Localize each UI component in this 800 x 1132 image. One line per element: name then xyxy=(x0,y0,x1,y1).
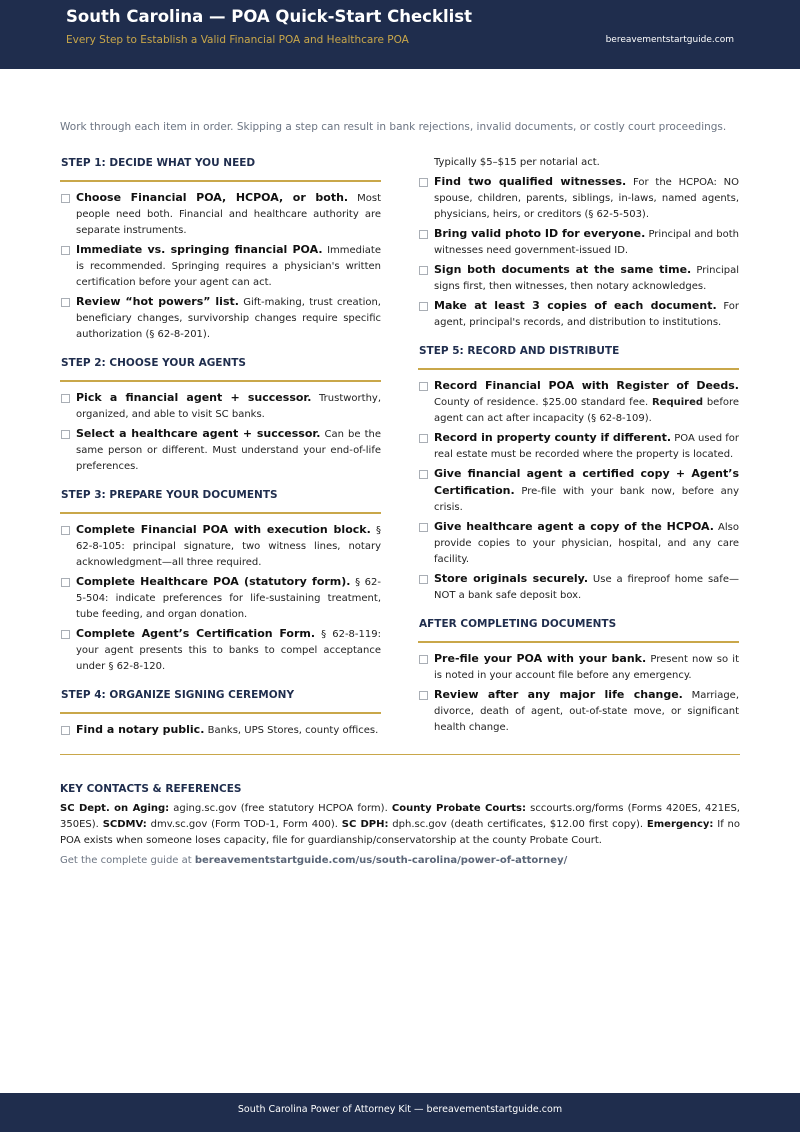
step-heading: STEP 4: ORGANIZE SIGNING CEREMONY xyxy=(61,689,295,701)
checklist-item xyxy=(418,519,739,568)
item-title: Choose Financial POA, HCPOA, or both. xyxy=(76,191,349,204)
guide-prefix: Get the complete guide at xyxy=(60,855,192,866)
checklist-item xyxy=(60,294,381,343)
item-title: Review “hot powers” list. xyxy=(76,295,239,308)
contact-label: SCDMV: xyxy=(102,819,147,830)
required-label: Required xyxy=(651,397,704,408)
item-title: Make at least 3 copies of each document. xyxy=(434,299,717,312)
checkbox[interactable] xyxy=(61,726,70,735)
item-text: Gift-making, trust creation, beneficiary changes, survivorship changes require specific authorization (§ 62-8-201). xyxy=(76,297,381,340)
contact-label: SC DPH: xyxy=(341,819,389,830)
item-title: Record in property county if different. xyxy=(434,431,672,444)
checkbox[interactable] xyxy=(419,434,428,443)
checkbox[interactable] xyxy=(61,194,70,203)
checklist-item xyxy=(418,571,739,604)
item-title: Complete Financial POA with execution block. xyxy=(76,523,371,536)
item-title: Pre-file your POA with your bank. xyxy=(434,652,647,665)
intro-text: Work through each item in order. Skipping a step can result in bank rejections, invalid documents, or costly court proceedings. xyxy=(60,121,727,133)
checkbox[interactable] xyxy=(61,394,70,403)
item-text: § 62-8-105: principal signature, two witness lines, notary acknowledgment—all three required. xyxy=(76,525,381,568)
item-title: Pick a financial agent + successor. xyxy=(76,391,312,404)
item-title: Bring valid photo ID for everyone. xyxy=(434,227,646,240)
checklist-item xyxy=(418,174,739,223)
checklist-item xyxy=(418,687,739,736)
checklist-item xyxy=(60,522,381,571)
contact-text: sccourts.org/forms (Forms 420ES, 421ES, 350ES). xyxy=(60,803,740,830)
item-text: Also provide copies to your physician, hospital, and any care facility. xyxy=(434,522,739,565)
item-text: before agent can act after incapacity (§ 62-8-109). xyxy=(434,397,739,424)
page-header xyxy=(0,0,800,69)
item-text: For agent, principal's records, and distribution to institutions. xyxy=(434,301,740,328)
item-text: Marriage, divorce, death of agent, out-of-state move, or significant health change. xyxy=(434,690,739,733)
contact-text: aging.sc.gov (free statutory HCPOA form). xyxy=(173,803,388,814)
checklist-item xyxy=(418,430,739,463)
checklist-item xyxy=(418,466,739,516)
step-1-section xyxy=(60,155,381,343)
key-contacts xyxy=(60,781,740,869)
item-text: Pre-file with your bank now, before any crisis. xyxy=(434,486,739,513)
contacts-heading: KEY CONTACTS & REFERENCES xyxy=(60,783,242,795)
page-title: South Carolina — POA Quick-Start Checklist xyxy=(66,7,472,26)
item-title: Select a healthcare agent + successor. xyxy=(76,427,321,440)
checkbox[interactable] xyxy=(419,575,428,584)
item-text: Trustworthy, organized, and able to visit SC banks. xyxy=(76,393,382,420)
checkbox[interactable] xyxy=(61,526,70,535)
contact-label: County Probate Courts: xyxy=(391,803,527,814)
checklist-item xyxy=(60,390,381,423)
item-title: Complete Healthcare POA (statutory form). xyxy=(76,575,351,588)
checklist-item xyxy=(60,242,381,291)
item-text: § 62-5-504: indicate preferences for life-sustaining treatment, tube feeding, and organ donation. xyxy=(76,577,381,620)
contacts-body xyxy=(60,801,740,849)
page-subtitle: Every Step to Establish a Valid Financial POA and Healthcare POA xyxy=(66,34,409,46)
checkbox[interactable] xyxy=(419,691,428,700)
continued-text: Typically $5–$15 per notarial act. xyxy=(434,157,600,168)
right-column xyxy=(418,155,739,748)
checklist-item xyxy=(418,298,739,331)
item-text: Principal signs first, then witnesses, then notary acknowledges. xyxy=(434,265,739,292)
checkbox[interactable] xyxy=(419,178,428,187)
step-4-continued xyxy=(418,174,739,331)
item-title: Find two qualified witnesses. xyxy=(434,175,627,188)
checklist-item xyxy=(60,626,381,675)
item-title: Sign both documents at the same time. xyxy=(434,263,692,276)
contact-label: Emergency: xyxy=(646,819,714,830)
contact-text: dph.sc.gov (death certificates, $12.00 first copy). xyxy=(392,819,644,830)
checkbox[interactable] xyxy=(61,578,70,587)
guide-line xyxy=(60,853,740,869)
item-text: § 62-8-119: your agent presents this to banks to compel acceptance under § 62-8-120. xyxy=(76,629,381,672)
checklist-item xyxy=(60,190,381,239)
step-2-section xyxy=(60,355,381,475)
item-text: Banks, UPS Stores, county offices. xyxy=(207,725,379,736)
checkbox[interactable] xyxy=(419,266,428,275)
item-text: Use a fireproof home safe—NOT a bank safe deposit box. xyxy=(434,574,739,601)
item-title: Review after any major life change. xyxy=(434,688,683,701)
item-text: Present now so it is noted in your account file before any emergency. xyxy=(434,654,739,681)
step-heading: STEP 3: PREPARE YOUR DOCUMENTS xyxy=(61,489,278,501)
item-text: POA used for real estate must be recorded where the property is located. xyxy=(434,433,739,460)
checkbox[interactable] xyxy=(419,230,428,239)
item-title: Give healthcare agent a copy of the HCPOA. xyxy=(434,520,714,533)
step-heading: AFTER COMPLETING DOCUMENTS xyxy=(419,618,617,630)
guide-link[interactable]: bereavementstartguide.com/us/south-carolina/power-of-attorney/ xyxy=(194,855,568,866)
divider xyxy=(60,380,381,382)
checkbox[interactable] xyxy=(61,246,70,255)
step-3-section xyxy=(60,487,381,675)
divider xyxy=(418,641,739,643)
item-title: Store originals securely. xyxy=(434,572,589,585)
step-5-section xyxy=(418,343,739,604)
divider xyxy=(60,754,740,755)
step-heading: STEP 2: CHOOSE YOUR AGENTS xyxy=(61,357,246,369)
item-text: Can be the same person or different. Must understand your end-of-life preferences. xyxy=(76,429,382,472)
checkbox[interactable] xyxy=(419,655,428,664)
item-text: Principal and both witnesses need government-issued ID. xyxy=(434,229,739,256)
item-text: For the HCPOA: NO spouse, children, parents, siblings, in-laws, named agents, physicians, heirs, or creditors (§ 62-5-503). xyxy=(434,177,740,220)
checkbox[interactable] xyxy=(419,470,428,479)
step-heading: STEP 5: RECORD AND DISTRIBUTE xyxy=(419,345,620,357)
step-4-section xyxy=(60,687,381,739)
item-title: Complete Agent’s Certification Form. xyxy=(76,627,316,640)
item-title: Immediate vs. springing financial POA. xyxy=(76,243,323,256)
checklist-item xyxy=(60,426,381,475)
header-site-link[interactable]: bereavementstartguide.com xyxy=(605,35,734,45)
checkbox[interactable] xyxy=(61,430,70,439)
item-title: Record Financial POA with Register of Deeds. xyxy=(434,379,739,392)
contact-text: If no POA exists when someone loses capacity, file for guardianship/conservatorship at the county Probate Court. xyxy=(60,819,741,846)
divider xyxy=(60,712,381,714)
checklist-item xyxy=(418,378,739,427)
contact-label: SC Dept. on Aging: xyxy=(60,803,170,814)
checkbox[interactable] xyxy=(419,382,428,391)
item-title: Find a notary public. xyxy=(76,723,205,736)
divider xyxy=(60,512,381,514)
item-text: County of residence. $25.00 standard fee. xyxy=(434,397,649,408)
checklist-item xyxy=(418,262,739,295)
checkbox[interactable] xyxy=(419,523,428,532)
left-column xyxy=(60,155,381,751)
divider xyxy=(60,180,381,182)
checkbox[interactable] xyxy=(61,298,70,307)
contact-text: dmv.sc.gov (Form TOD-1, Form 400). xyxy=(150,819,338,830)
divider xyxy=(418,368,739,370)
step-heading: STEP 1: DECIDE WHAT YOU NEED xyxy=(61,157,256,169)
checklist-item xyxy=(418,651,739,684)
item-text: Immediate is recommended. Springing requires a physician's written certification before your agent can act. xyxy=(76,245,381,288)
item-title: Give financial agent a certified copy + Agent’s Certification. xyxy=(434,467,739,497)
page-footer xyxy=(0,1093,800,1132)
after-completing-section xyxy=(418,616,739,736)
checkbox[interactable] xyxy=(61,630,70,639)
checklist-item xyxy=(60,722,381,739)
item-text: Most people need both. Financial and healthcare authority are separate instruments. xyxy=(76,193,381,236)
checklist-item xyxy=(60,574,381,623)
footer-text: South Carolina Power of Attorney Kit — bereavementstartguide.com xyxy=(237,1104,563,1115)
checkbox[interactable] xyxy=(419,302,428,311)
checklist-item xyxy=(418,226,739,259)
